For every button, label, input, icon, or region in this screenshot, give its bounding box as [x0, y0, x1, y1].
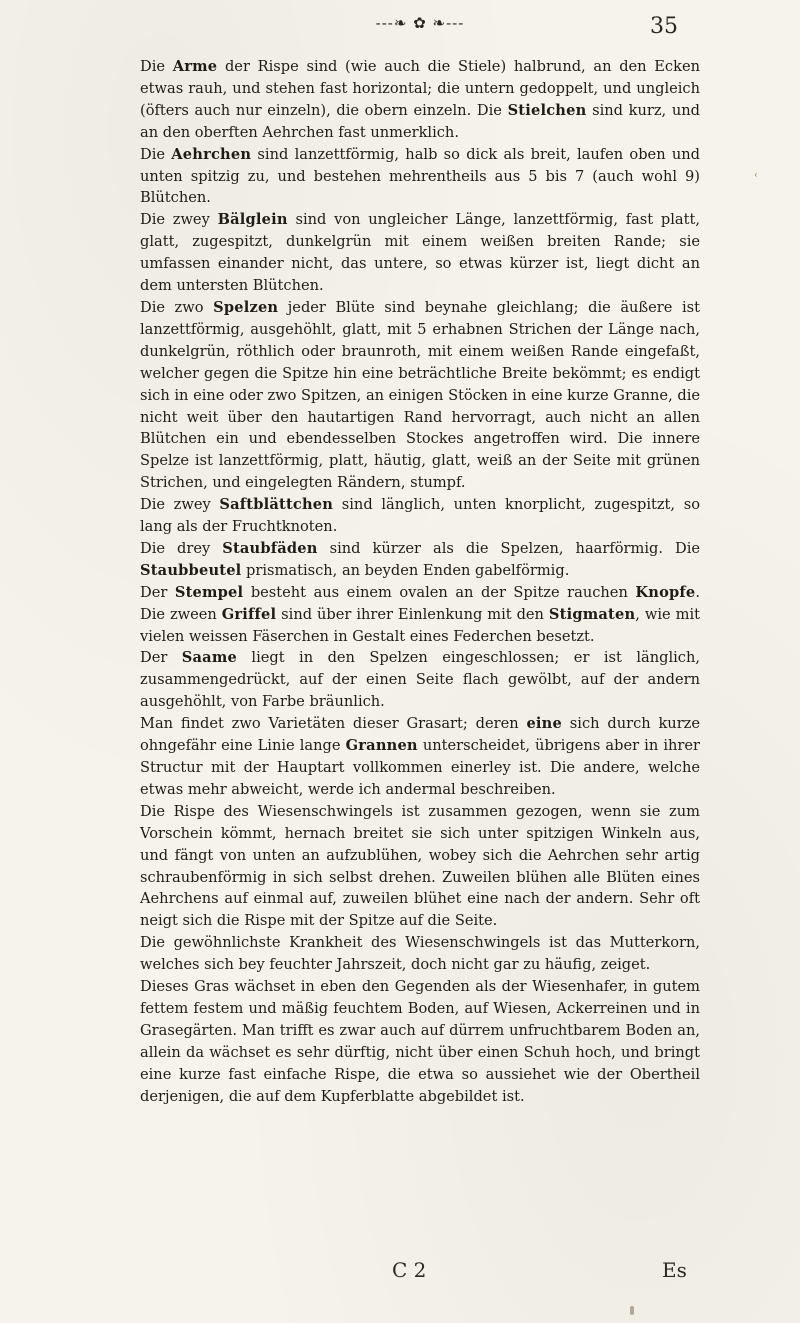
paragraph-text: sind über ihrer Einlenkung mit den: [276, 605, 549, 623]
bold-term: eine: [526, 715, 562, 733]
paragraph-text: sind kürzer als die Spelzen, haarförmig. Die: [317, 539, 700, 557]
paragraph-stempel: [140, 582, 700, 648]
paragraph-text: jeder Blüte sind beynahe gleichlang; die äußere ist lanzettförmig, ausgehöhlt, glatt, mit 5 erhabnen Strichen der Länge nach, dunkelgrün, röthlich oder braunroth, mit einem weißen Rande eingefaßt, welcher gegen die Spitze hin eine beträchtliche Breite bekömmt; es endigt sich in eine oder zwo Spitzen, an einigen Stöcken in eine kurze Granne, die nicht weit über den hautartigen Rand hervorragt, auch nicht an allen Blütchen ein und ebendesselben Stockes angetroffen wird. Die innere Spelze ist lanzettförmig, platt, häutig, glatt, weiß an der Seite mit grünen Strichen, und eingelegten Rändern, stumpf.: [140, 298, 700, 492]
paragraph-text: sind lanzettförmig, halb so dick als breit, laufen oben und unten spitzig zu, und bestehen mehrentheils aus 5 bis 7 (auch wohl 9) Blütchen.: [140, 145, 700, 207]
paragraph-text: Die zwey: [140, 496, 220, 514]
paragraph-text: Man findet zwo Varietäten dieser Grasart; deren: [140, 715, 527, 733]
paragraph-text: Der: [140, 649, 182, 667]
paragraph-spelzen: [140, 297, 700, 494]
paragraph-text: liegt in den Spelzen eingeschlossen; er ist länglich, zusammengedrückt, auf der einen Seite flach gewölbt, auf der andern ausgehöhlt, von Farbe bräunlich.: [140, 649, 701, 711]
paragraph-text: unterscheidet, übrigens aber in ihrer Structur mit der Hauptart vollkommen einerley ist. Die andere, welche etwas mehr abweicht, werde ich andermal beschreiben.: [140, 737, 700, 798]
bold-term: Spelzen: [213, 298, 279, 316]
paragraph-text: der Rispe sind (wie auch die Stiele) halbrund, an den Ecken etwas rauh, und stehen fast horizontal; die untern gedoppelt, und ungleich (öfters auch nur einzeln), die obern einzeln. Die: [140, 58, 700, 119]
bold-term: Stigmaten: [548, 605, 636, 623]
paragraph-text: Die drey: [140, 539, 223, 557]
page-footer: [0, 1258, 800, 1286]
paragraph-krankheit: [140, 932, 700, 976]
paragraph-text: Die: [140, 58, 173, 75]
catchword: Es: [662, 1258, 687, 1282]
paragraph-gras: [140, 976, 700, 1107]
paragraph-text: sind von ungleicher Länge, lanzettförmig, fast platt, glatt, zugespitzt, dunkelgrün mit einem weißen breiten Rande; sie umfassen einander nicht, das untere, so etwas kürzer ist, liegt dicht an dem untersten Blütchen.: [140, 211, 700, 295]
bold-term: Stielchen: [507, 101, 587, 119]
paper-mark: [630, 1306, 634, 1315]
paragraph-text: prismatisch, an beyden Enden gabelförmig.: [241, 561, 570, 579]
paragraph-text: . Die zween: [140, 583, 701, 623]
paragraph-arme: [140, 56, 700, 144]
bold-term: Staubfäden: [222, 539, 318, 557]
bold-term: Knopfe: [635, 583, 696, 601]
paragraph-saame: [140, 647, 700, 713]
bold-term: Arme: [172, 58, 218, 75]
bold-term: Saftblättchen: [219, 496, 334, 514]
bold-term: Staubbeutel: [140, 561, 242, 579]
paragraph-text: Die gewöhnlichste Krankheit des Wiesenschwingels ist das Mutterkorn, welches sich bey feuchter Jahrszeit, doch nicht gar zu häufig, zeiget.: [140, 934, 700, 974]
signature-mark: C 2: [392, 1258, 427, 1282]
bold-term: Aehrchen: [171, 145, 252, 163]
paragraph-text: sind kurz, und an den oberften Aehrchen fast unmerklich.: [140, 101, 700, 141]
bold-term: Bälglein: [217, 211, 288, 229]
paragraph-text: sich durch kurze ohngefähr eine Linie lange: [140, 715, 701, 755]
bold-term: Grannen: [345, 737, 418, 755]
bold-term: Stempel: [174, 583, 244, 601]
header-ornament: ---❧ ✿ ❧---: [375, 14, 465, 32]
paragraph-aehrchen: [140, 144, 700, 210]
page-text: [140, 56, 700, 1108]
paragraph-text: sind länglich, unten knorplicht, zugespitzt, so lang als der Fruchtknoten.: [140, 496, 700, 536]
page-header: [0, 14, 800, 48]
paragraph-saftblaettchen: [140, 494, 700, 538]
paragraph-staubbeutel: [140, 538, 700, 582]
paragraph-text: , wie mit vielen weissen Fäserchen in Gestalt eines Federchen besetzt.: [140, 605, 700, 645]
paragraph-text: Die: [140, 145, 172, 163]
paragraph-text: Die zwey: [140, 211, 218, 229]
paragraph-rispe: [140, 801, 700, 932]
paragraph-text: Der: [140, 583, 175, 601]
bold-term: Saame: [181, 649, 237, 667]
paragraph-baelglein: [140, 209, 700, 297]
paragraph-varietaeten: [140, 713, 700, 801]
margin-mark: ‹: [754, 170, 758, 181]
paragraph-text: Die Rispe des Wiesenschwingels ist zusammen gezogen, wenn sie zum Vorschein kömmt, hernach breitet sie sich unter spitzigen Winkeln aus, und fängt von unten an aufzublühen, wobey sich die Aehrchen sehr artig schraubenförmig in sich selbst drehen. Zuweilen blühen alle Blüten eines Aehrchens auf einmal auf, zuweilen blühet eine nach der andern. Sehr oft neigt sich die Rispe mit der Spitze auf die Seite.: [140, 802, 700, 930]
page-number: 35: [650, 14, 678, 39]
paragraph-text: Die zwo: [140, 298, 214, 316]
paragraph-text: besteht aus einem ovalen an der Spitze rauchen: [243, 583, 636, 601]
bold-term: Griffel: [221, 605, 277, 623]
paragraph-text: Dieses Gras wächset in eben den Gegenden als der Wiesenhafer, in gutem fettem festem und mäßig feuchtem Boden, auf Wiesen, Ackerreinen und in Grasegärten. Man trifft es zwar auch auf dürrem unfruchtbarem Boden an, allein da wächset es sehr dürftig, nicht über einen Schuh hoch, und bringt eine kurze fast einfache Rispe, die etwa so aussiehet wie der Obertheil derjenigen, die auf dem Kupferblatte abgebildet ist.: [140, 978, 700, 1105]
